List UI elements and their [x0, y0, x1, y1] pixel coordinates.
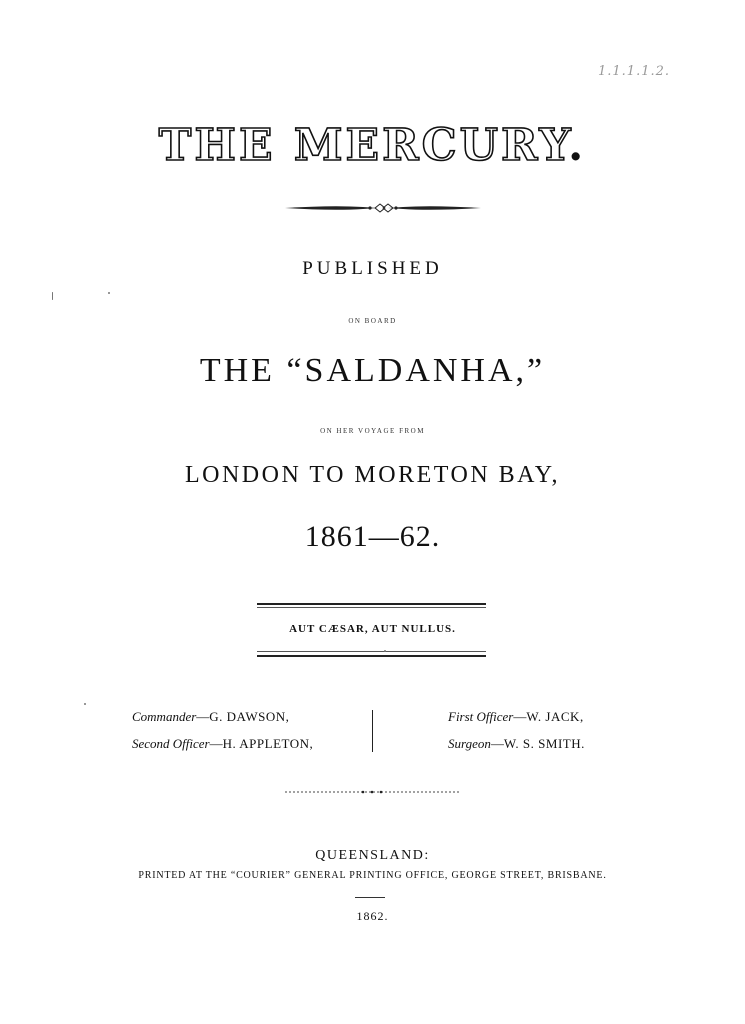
officer-name: W. S. SMITH. — [503, 736, 585, 751]
handwritten-annotation: 1.1.1.1.2. — [598, 64, 671, 79]
officer-name: H. APPLETON, — [222, 736, 314, 751]
ornamental-rule-icon — [283, 202, 483, 214]
motto-rule-bottom — [257, 655, 486, 657]
imprint-year: 1862. — [356, 909, 389, 923]
masthead-title — [0, 120, 745, 171]
dotted-rule-icon — [285, 788, 460, 796]
officer-dash: — — [513, 709, 527, 724]
officer-commander — [132, 709, 289, 725]
officer-name: W. JACK, — [526, 709, 584, 724]
masthead-dot: . — [568, 120, 587, 171]
ship-name: THE “SALDANHA,” — [199, 352, 546, 389]
motto-rule-top — [257, 603, 486, 605]
masthead-text: THE MERCURY — [158, 120, 568, 171]
scan-speck — [52, 292, 53, 300]
voyage-years: 1861—62. — [304, 520, 441, 553]
voyage-route: LONDON TO MORETON BAY, — [184, 462, 561, 488]
officers-divider — [372, 710, 373, 752]
officer-role: First Officer — [448, 709, 514, 724]
imprint-rule — [355, 897, 385, 898]
officer-dash: — — [209, 736, 223, 751]
officer-role: Commander — [132, 709, 197, 724]
officer-second-officer — [132, 736, 313, 752]
officer-dash: — — [490, 736, 504, 751]
officer-dash: — — [196, 709, 210, 724]
officer-role: Surgeon — [448, 736, 491, 751]
officer-name: G. DAWSON, — [209, 709, 290, 724]
officer-role: Second Officer — [132, 736, 210, 751]
motto-rule-top-inner — [257, 607, 486, 608]
voyage-intro-text: ON HER VOYAGE FROM — [320, 427, 425, 435]
published-heading: PUBLISHED — [302, 258, 443, 279]
officer-surgeon — [448, 736, 585, 752]
motto: AUT CÆSAR, AUT NULLUS. — [289, 623, 456, 635]
scan-speck — [84, 703, 86, 705]
on-board-text: ON BOARD — [348, 317, 397, 325]
motto-rule-bottom-inner — [257, 651, 486, 652]
imprint-printer: PRINTED AT THE “COURIER” GENERAL PRINTING OFFICE, GEORGE STREET, BRISBANE. — [138, 870, 607, 881]
officer-first-officer — [448, 709, 584, 725]
imprint-place: QUEENSLAND: — [315, 848, 430, 863]
scan-speck — [384, 650, 386, 652]
scan-speck — [108, 292, 110, 294]
